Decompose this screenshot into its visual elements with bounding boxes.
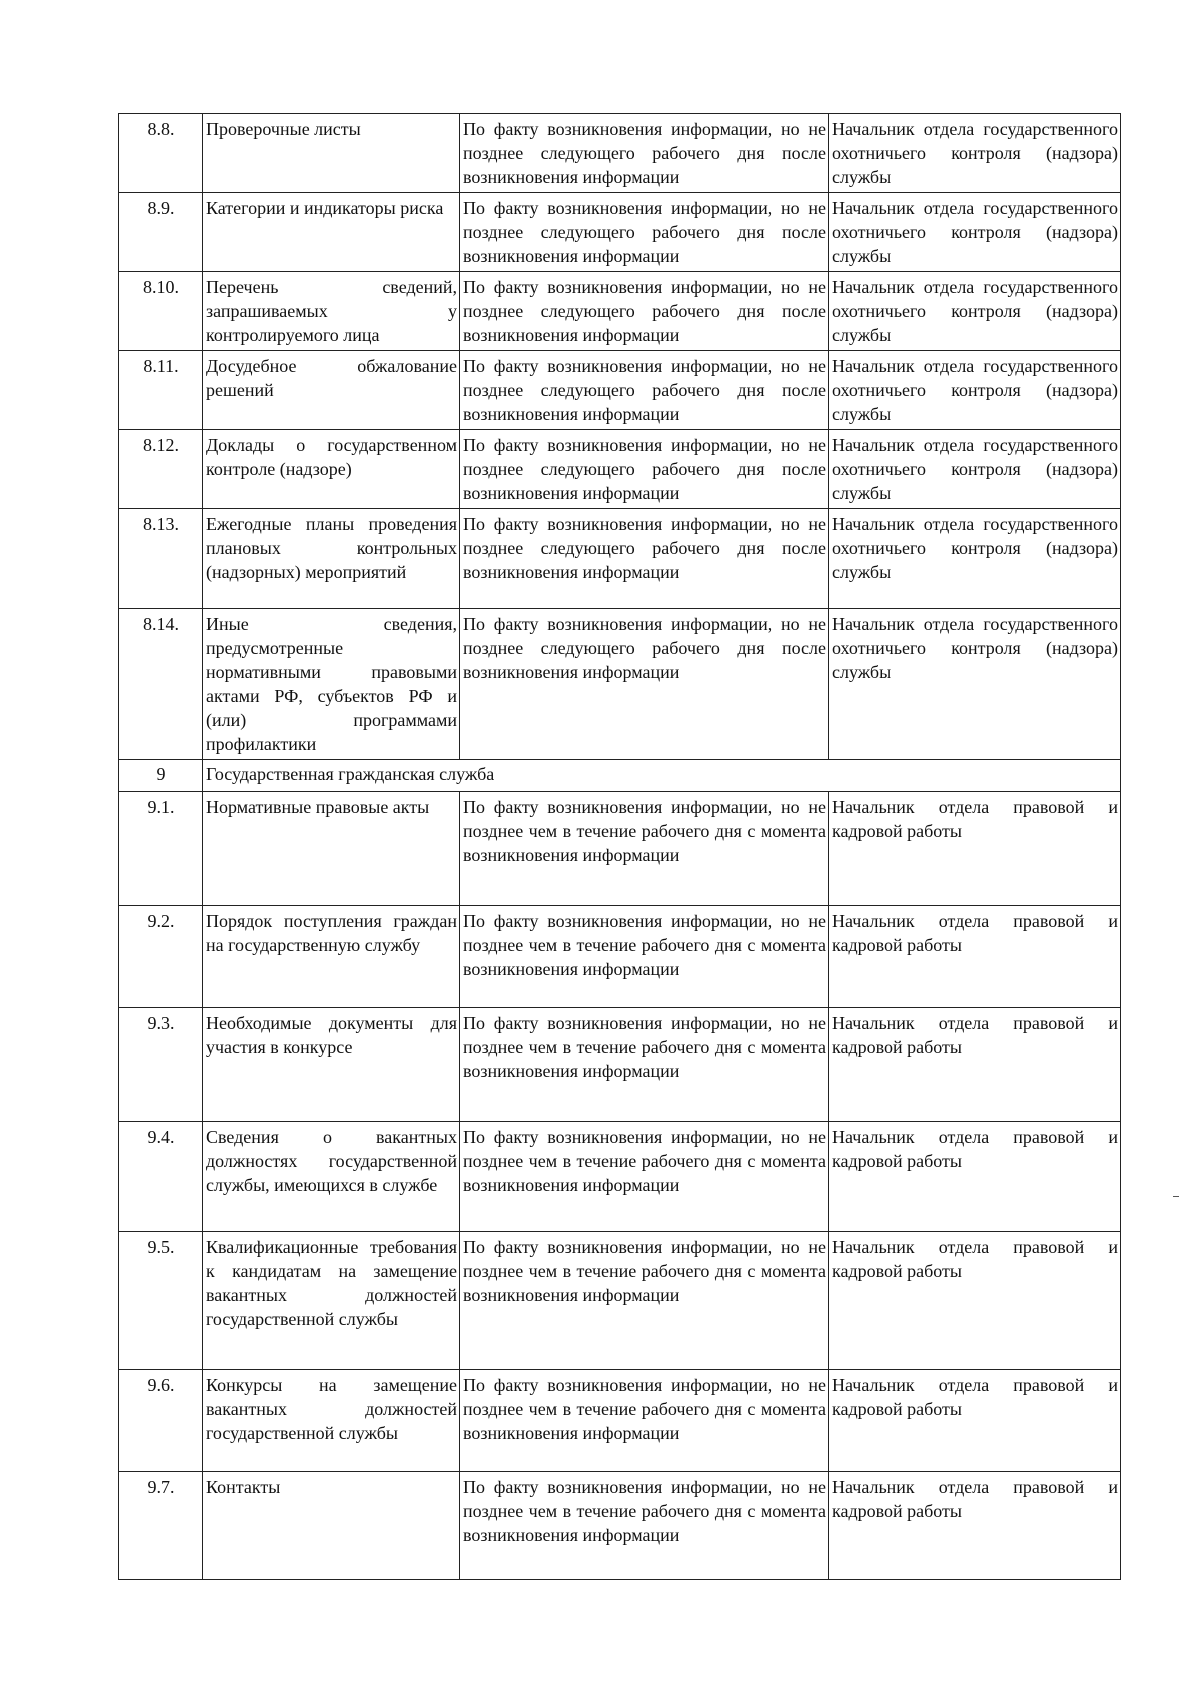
row-number: 8.13. <box>119 509 203 609</box>
table-row <box>119 351 1121 430</box>
item-responsible: Начальник отдела государственного охотничьего контроля (надзора) службы <box>829 351 1121 430</box>
table-row <box>119 1370 1121 1472</box>
section-number: 9 <box>119 760 203 792</box>
row-number: 8.9. <box>119 193 203 272</box>
row-number: 9.5. <box>119 1232 203 1370</box>
row-number: 8.11. <box>119 351 203 430</box>
item-deadline: По факту возникновения информации, но не позднее следующего рабочего дня после возникновения информации <box>460 509 829 609</box>
row-number: 9.1. <box>119 792 203 906</box>
item-name: Необходимые документы для участия в конкурсе <box>203 1008 460 1122</box>
item-responsible: Начальник отдела государственного охотничьего контроля (надзора) службы <box>829 509 1121 609</box>
item-deadline: По факту возникновения информации, но не позднее чем в течение рабочего дня с момента возникновения информации <box>460 1370 829 1472</box>
item-responsible: Начальник отдела государственного охотничьего контроля (надзора) службы <box>829 609 1121 760</box>
item-deadline: По факту возникновения информации, но не позднее чем в течение рабочего дня с момента возникновения информации <box>460 1122 829 1232</box>
item-responsible: Начальник отдела государственного охотничьего контроля (надзора) службы <box>829 430 1121 509</box>
row-number: 9.6. <box>119 1370 203 1472</box>
item-deadline: По факту возникновения информации, но не позднее чем в течение рабочего дня с момента возникновения информации <box>460 1232 829 1370</box>
section-header-row <box>119 760 1121 792</box>
information-schedule-table <box>118 113 1121 1580</box>
item-responsible: Начальник отдела правовой и кадровой работы <box>829 1370 1121 1472</box>
item-name: Квалификационные требования к кандидатам на замещение вакантных должностей государственной службы <box>203 1232 460 1370</box>
item-deadline: По факту возникновения информации, но не позднее следующего рабочего дня после возникновения информации <box>460 430 829 509</box>
item-responsible: Начальник отдела правовой и кадровой работы <box>829 1232 1121 1370</box>
item-name: Доклады о государственном контроле (надзоре) <box>203 430 460 509</box>
item-responsible: Начальник отдела государственного охотничьего контроля (надзора) службы <box>829 272 1121 351</box>
table-row <box>119 1008 1121 1122</box>
row-number: 9.3. <box>119 1008 203 1122</box>
table-row <box>119 430 1121 509</box>
table-row <box>119 792 1121 906</box>
item-name: Конкурсы на замещение вакантных должностей государственной службы <box>203 1370 460 1472</box>
item-name: Проверочные листы <box>203 114 460 193</box>
row-number: 9.2. <box>119 906 203 1008</box>
item-deadline: По факту возникновения информации, но не позднее следующего рабочего дня после возникновения информации <box>460 272 829 351</box>
item-responsible: Начальник отдела правовой и кадровой работы <box>829 1122 1121 1232</box>
row-number: 9.7. <box>119 1472 203 1580</box>
table-row <box>119 193 1121 272</box>
row-number: 8.12. <box>119 430 203 509</box>
table-row <box>119 609 1121 760</box>
table-row <box>119 114 1121 193</box>
row-number: 8.14. <box>119 609 203 760</box>
item-name: Контакты <box>203 1472 460 1580</box>
item-deadline: По факту возникновения информации, но не позднее чем в течение рабочего дня с момента возникновения информации <box>460 1472 829 1580</box>
item-responsible: Начальник отдела государственного охотничьего контроля (надзора) службы <box>829 114 1121 193</box>
item-deadline: По факту возникновения информации, но не позднее чем в течение рабочего дня с момента возникновения информации <box>460 792 829 906</box>
item-responsible: Начальник отдела правовой и кадровой работы <box>829 1008 1121 1122</box>
item-name: Перечень сведений, запрашиваемых у контролируемого лица <box>203 272 460 351</box>
item-deadline: По факту возникновения информации, но не позднее следующего рабочего дня после возникновения информации <box>460 351 829 430</box>
item-name: Ежегодные планы проведения плановых контрольных (надзорных) мероприятий <box>203 509 460 609</box>
table-row <box>119 1232 1121 1370</box>
row-number: 8.10. <box>119 272 203 351</box>
item-deadline: По факту возникновения информации, но не позднее чем в течение рабочего дня с момента возникновения информации <box>460 906 829 1008</box>
item-deadline: По факту возникновения информации, но не позднее чем в течение рабочего дня с момента возникновения информации <box>460 1008 829 1122</box>
table-row <box>119 1472 1121 1580</box>
section-title: Государственная гражданская служба <box>203 760 1121 792</box>
table-row <box>119 509 1121 609</box>
item-name: Досудебное обжалование решений <box>203 351 460 430</box>
scan-artifact-mark <box>1173 1196 1179 1197</box>
item-responsible: Начальник отдела правовой и кадровой работы <box>829 792 1121 906</box>
row-number: 8.8. <box>119 114 203 193</box>
item-name: Порядок поступления граждан на государственную службу <box>203 906 460 1008</box>
item-name: Категории и индикаторы риска <box>203 193 460 272</box>
table-row <box>119 272 1121 351</box>
item-responsible: Начальник отдела правовой и кадровой работы <box>829 906 1121 1008</box>
item-responsible: Начальник отдела государственного охотничьего контроля (надзора) службы <box>829 193 1121 272</box>
item-name: Нормативные правовые акты <box>203 792 460 906</box>
item-deadline: По факту возникновения информации, но не позднее следующего рабочего дня после возникновения информации <box>460 114 829 193</box>
item-responsible: Начальник отдела правовой и кадровой работы <box>829 1472 1121 1580</box>
row-number: 9.4. <box>119 1122 203 1232</box>
table-row <box>119 906 1121 1008</box>
item-deadline: По факту возникновения информации, но не позднее следующего рабочего дня после возникновения информации <box>460 609 829 760</box>
table-row <box>119 1122 1121 1232</box>
item-name: Сведения о вакантных должностях государственной службы, имеющихся в службе <box>203 1122 460 1232</box>
item-deadline: По факту возникновения информации, но не позднее следующего рабочего дня после возникновения информации <box>460 193 829 272</box>
item-name: Иные сведения, предусмотренные нормативными правовыми актами РФ, субъектов РФ и (или) программами профилактики <box>203 609 460 760</box>
